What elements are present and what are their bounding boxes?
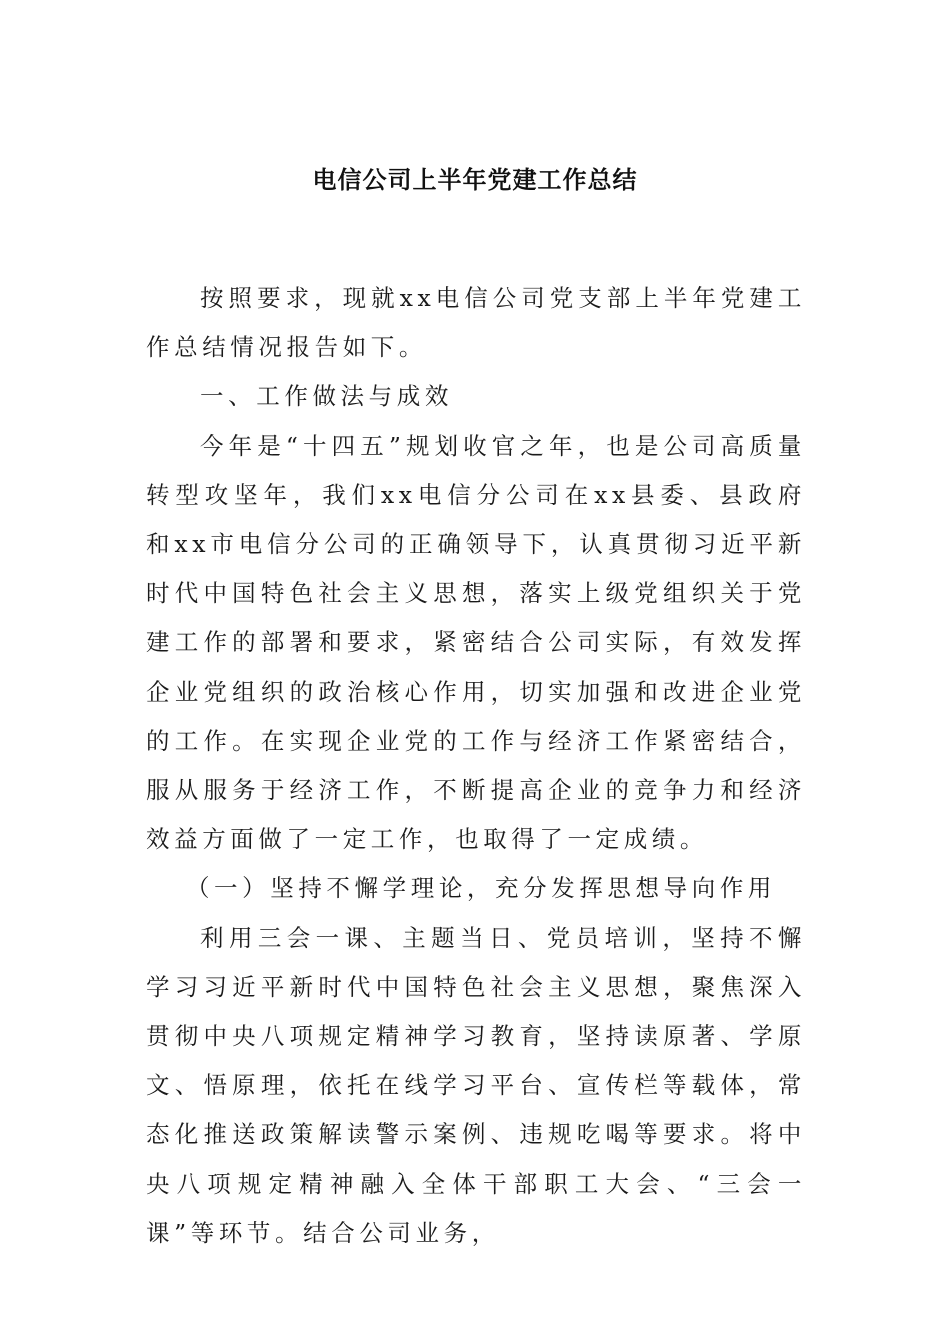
document-title: 电信公司上半年党建工作总结 [312, 166, 638, 194]
section-1-paragraph: 今年是“十四五”规划收官之年，也是公司高质量转型攻坚年，我们xx电信分公司在xx县委、县政府和xx市电信分公司的正确领导下，认真贯彻习近平新时代中国特色社会主义思想，落实上级党组织关于党建工作的部署和要求，紧密结合公司实际，有效发挥企业党组织的政治核心作用，切实加强和改进企业党的工作。在实现企业党的工作与经济工作紧密结合，服从服务于经济工作，不断提高企业的竞争力和经济效益方面做了一定工作，也取得了一定成绩。 [146, 431, 806, 854]
document-body [146, 274, 806, 1258]
subsection-heading-1: （一）坚持不懈学理论，充分发挥思想导向作用 [185, 874, 777, 903]
subsection-1-paragraph: 利用三会一课、主题当日、党员培训，坚持不懈学习习近平新时代中国特色社会主义思想，聚焦深入贯彻中央八项规定精神学习教育，坚持读原著、学原文、悟原理，依托在线学习平台、宣传栏等载体，常态化推送政策解读警示案例、违规吃喝等要求。将中央八项规定精神融入全体干部职工大会、“三会一课”等环节。结合公司业务， [146, 923, 806, 1247]
section-heading-1: 一、工作做法与成效 [200, 382, 453, 411]
intro-paragraph: 按照要求，现就xx电信公司党支部上半年党建工作总结情况报告如下。 [146, 284, 806, 362]
